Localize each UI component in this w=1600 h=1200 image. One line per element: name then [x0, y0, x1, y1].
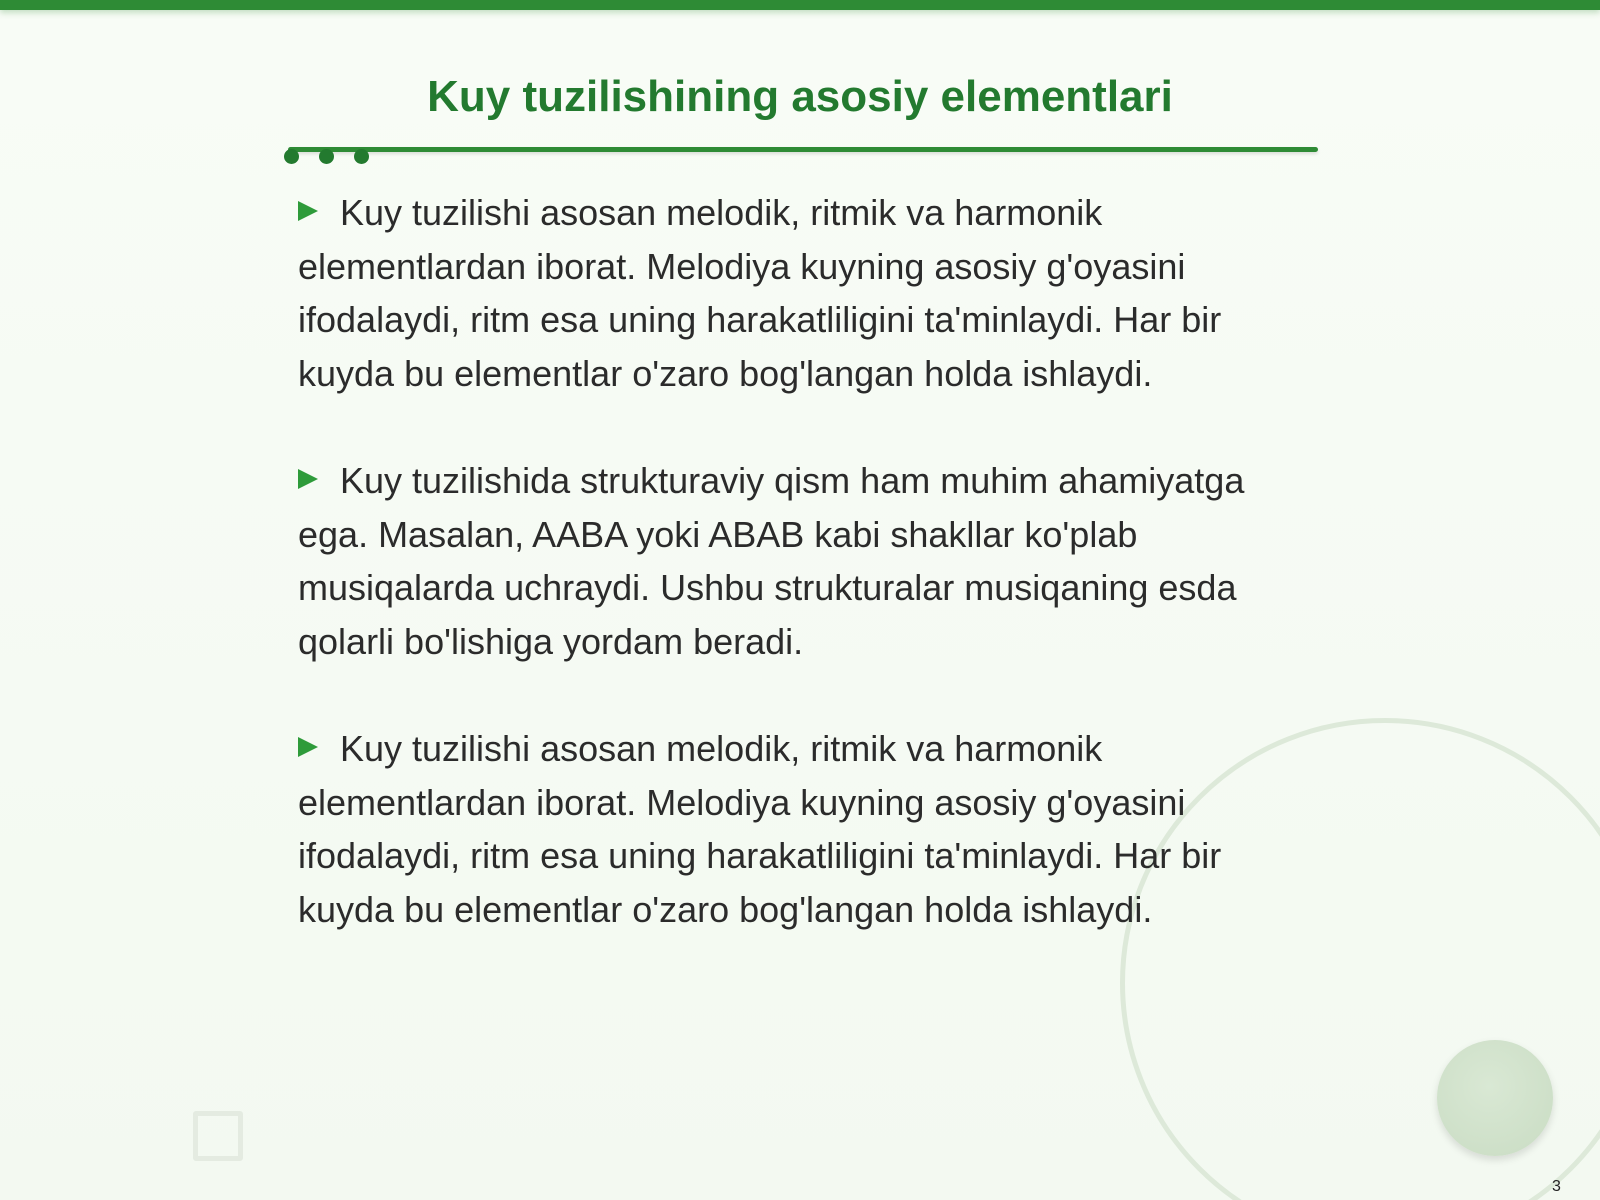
triangle-bullet-icon	[298, 201, 318, 221]
bullet-text: Kuy tuzilishi asosan melodik, ritmik va harmonik elementlardan iborat. Melodiya kuyning asosiy g'oyasini ifodalaydi, ritm esa uning harakatliligini ta'minlaydi. Har bir kuyda bu elementlar o'zaro bog'langan holda ishlaydi.	[298, 728, 1222, 930]
decorative-square	[193, 1111, 243, 1161]
top-accent-bar	[0, 0, 1600, 10]
bullet-item	[298, 454, 1308, 668]
triangle-bullet-icon	[298, 737, 318, 757]
bullet-item	[298, 186, 1308, 400]
triangle-bullet-icon	[298, 469, 318, 489]
slide-title: Kuy tuzilishining asosiy elementlari	[427, 72, 1173, 121]
bullet-list	[298, 186, 1308, 990]
title-underline	[288, 147, 1318, 152]
decorative-disc	[1437, 1040, 1553, 1156]
bullet-text: Kuy tuzilishida strukturaviy qism ham muhim ahamiyatga ega. Masalan, AABA yoki ABAB kabi shakllar ko'plab musiqalarda uchraydi. Ushbu strukturalar musiqaning esda qolarli bo'lishiga yordam beradi.	[298, 460, 1245, 662]
bullet-item	[298, 722, 1308, 936]
underline-dot	[284, 149, 299, 164]
bullet-text: Kuy tuzilishi asosan melodik, ritmik va harmonik elementlardan iborat. Melodiya kuyning asosiy g'oyasini ifodalaydi, ritm esa uning harakatliligini ta'minlaydi. Har bir kuyda bu elementlar o'zaro bog'langan holda ishlaydi.	[298, 192, 1222, 394]
underline-dot	[319, 149, 334, 164]
underline-dot	[354, 149, 369, 164]
page-number: 3	[1552, 1178, 1561, 1195]
